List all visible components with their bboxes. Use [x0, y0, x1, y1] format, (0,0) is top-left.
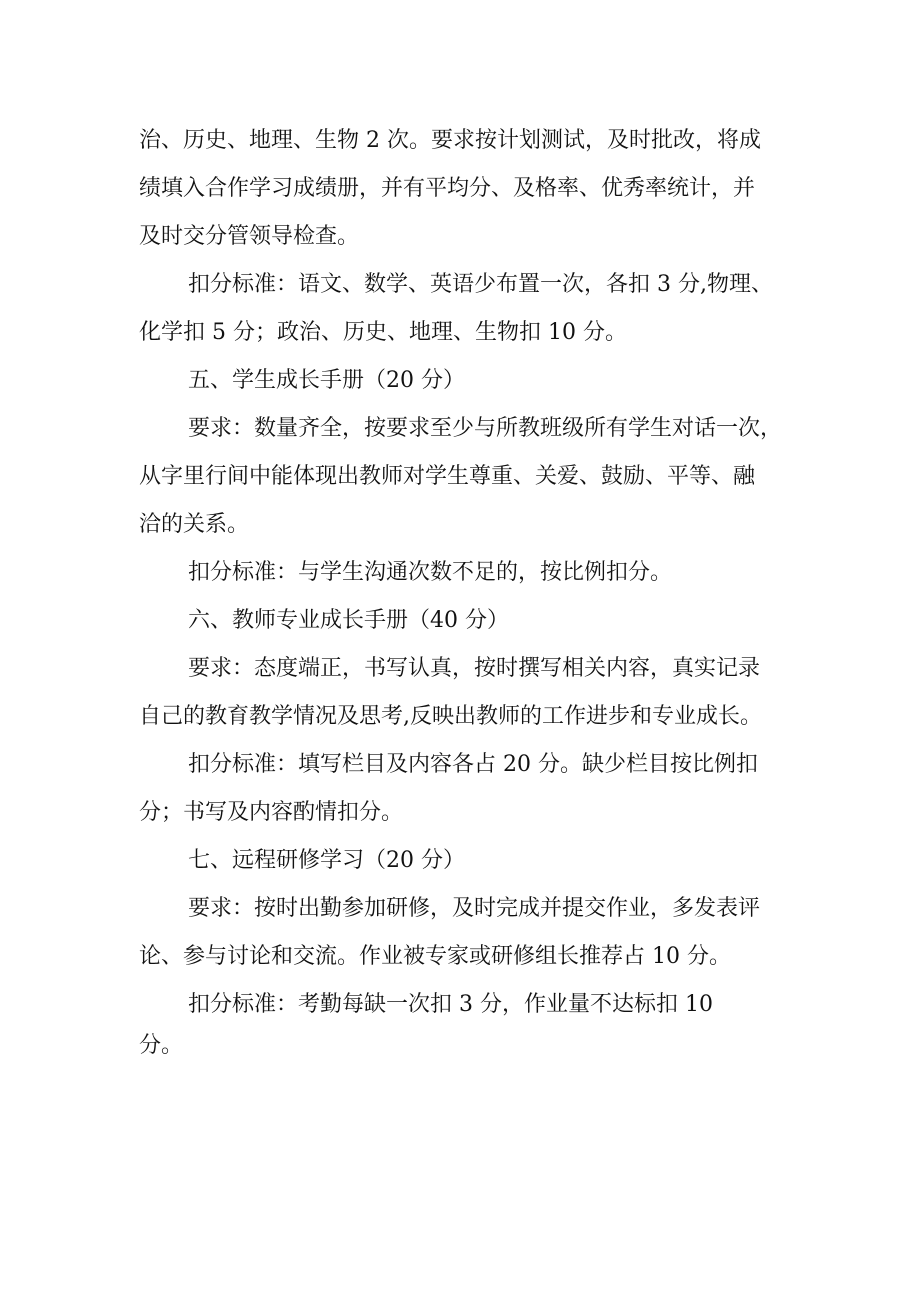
requirement-5-line-1: 要求：数量齐全，按要求至少与所教班级所有学生对话一次，	[188, 416, 783, 441]
body-line-3: 及时交分管领导检查。	[139, 224, 360, 249]
body-line-1: 治、历史、地理、生物 2 次。要求按计划测试，及时批改，将成	[139, 128, 761, 153]
requirement-7-line-2: 论、参与讨论和交流。作业被专家或研修组长推荐占 10 分。	[139, 944, 731, 969]
requirement-7-line-1: 要求：按时出勤参加研修，及时完成并提交作业，多发表评	[188, 896, 761, 921]
section-heading-5: 五、学生成长手册（20 分）	[188, 368, 465, 393]
body-line-2: 绩填入合作学习成绩册，并有平均分、及格率、优秀率统计，并	[139, 176, 756, 201]
requirement-6-line-1: 要求：态度端正，书写认真，按时撰写相关内容，真实记录	[188, 656, 761, 681]
requirement-5-line-2: 从字里行间中能体现出教师对学生尊重、关爱、鼓励、平等、融	[139, 464, 756, 489]
deduction-standard-line-1: 扣分标准：语文、数学、英语少布置一次，各扣 3 分,物理、	[188, 272, 773, 297]
deduction-standard-6-line-2: 分；书写及内容酌情扣分。	[139, 800, 404, 825]
requirement-6-line-2: 自己的教育教学情况及思考,反映出教师的工作进步和专业成长。	[139, 704, 762, 729]
deduction-standard-6-line-1: 扣分标准：填写栏目及内容各占 20 分。缺少栏目按比例扣	[188, 752, 758, 777]
section-heading-7: 七、远程研修学习（20 分）	[188, 848, 465, 873]
deduction-standard-line-2: 化学扣 5 分；政治、历史、地理、生物扣 10 分。	[139, 320, 627, 345]
deduction-standard-7-line-1: 扣分标准：考勤每缺一次扣 3 分，作业量不达标扣 10	[188, 992, 713, 1017]
deduction-standard-5: 扣分标准：与学生沟通次数不足的，按比例扣分。	[188, 560, 673, 585]
section-heading-6: 六、教师专业成长手册（40 分）	[188, 608, 509, 633]
requirement-5-line-3: 洽的关系。	[139, 512, 250, 537]
deduction-standard-7-line-2: 分。	[139, 1033, 184, 1058]
